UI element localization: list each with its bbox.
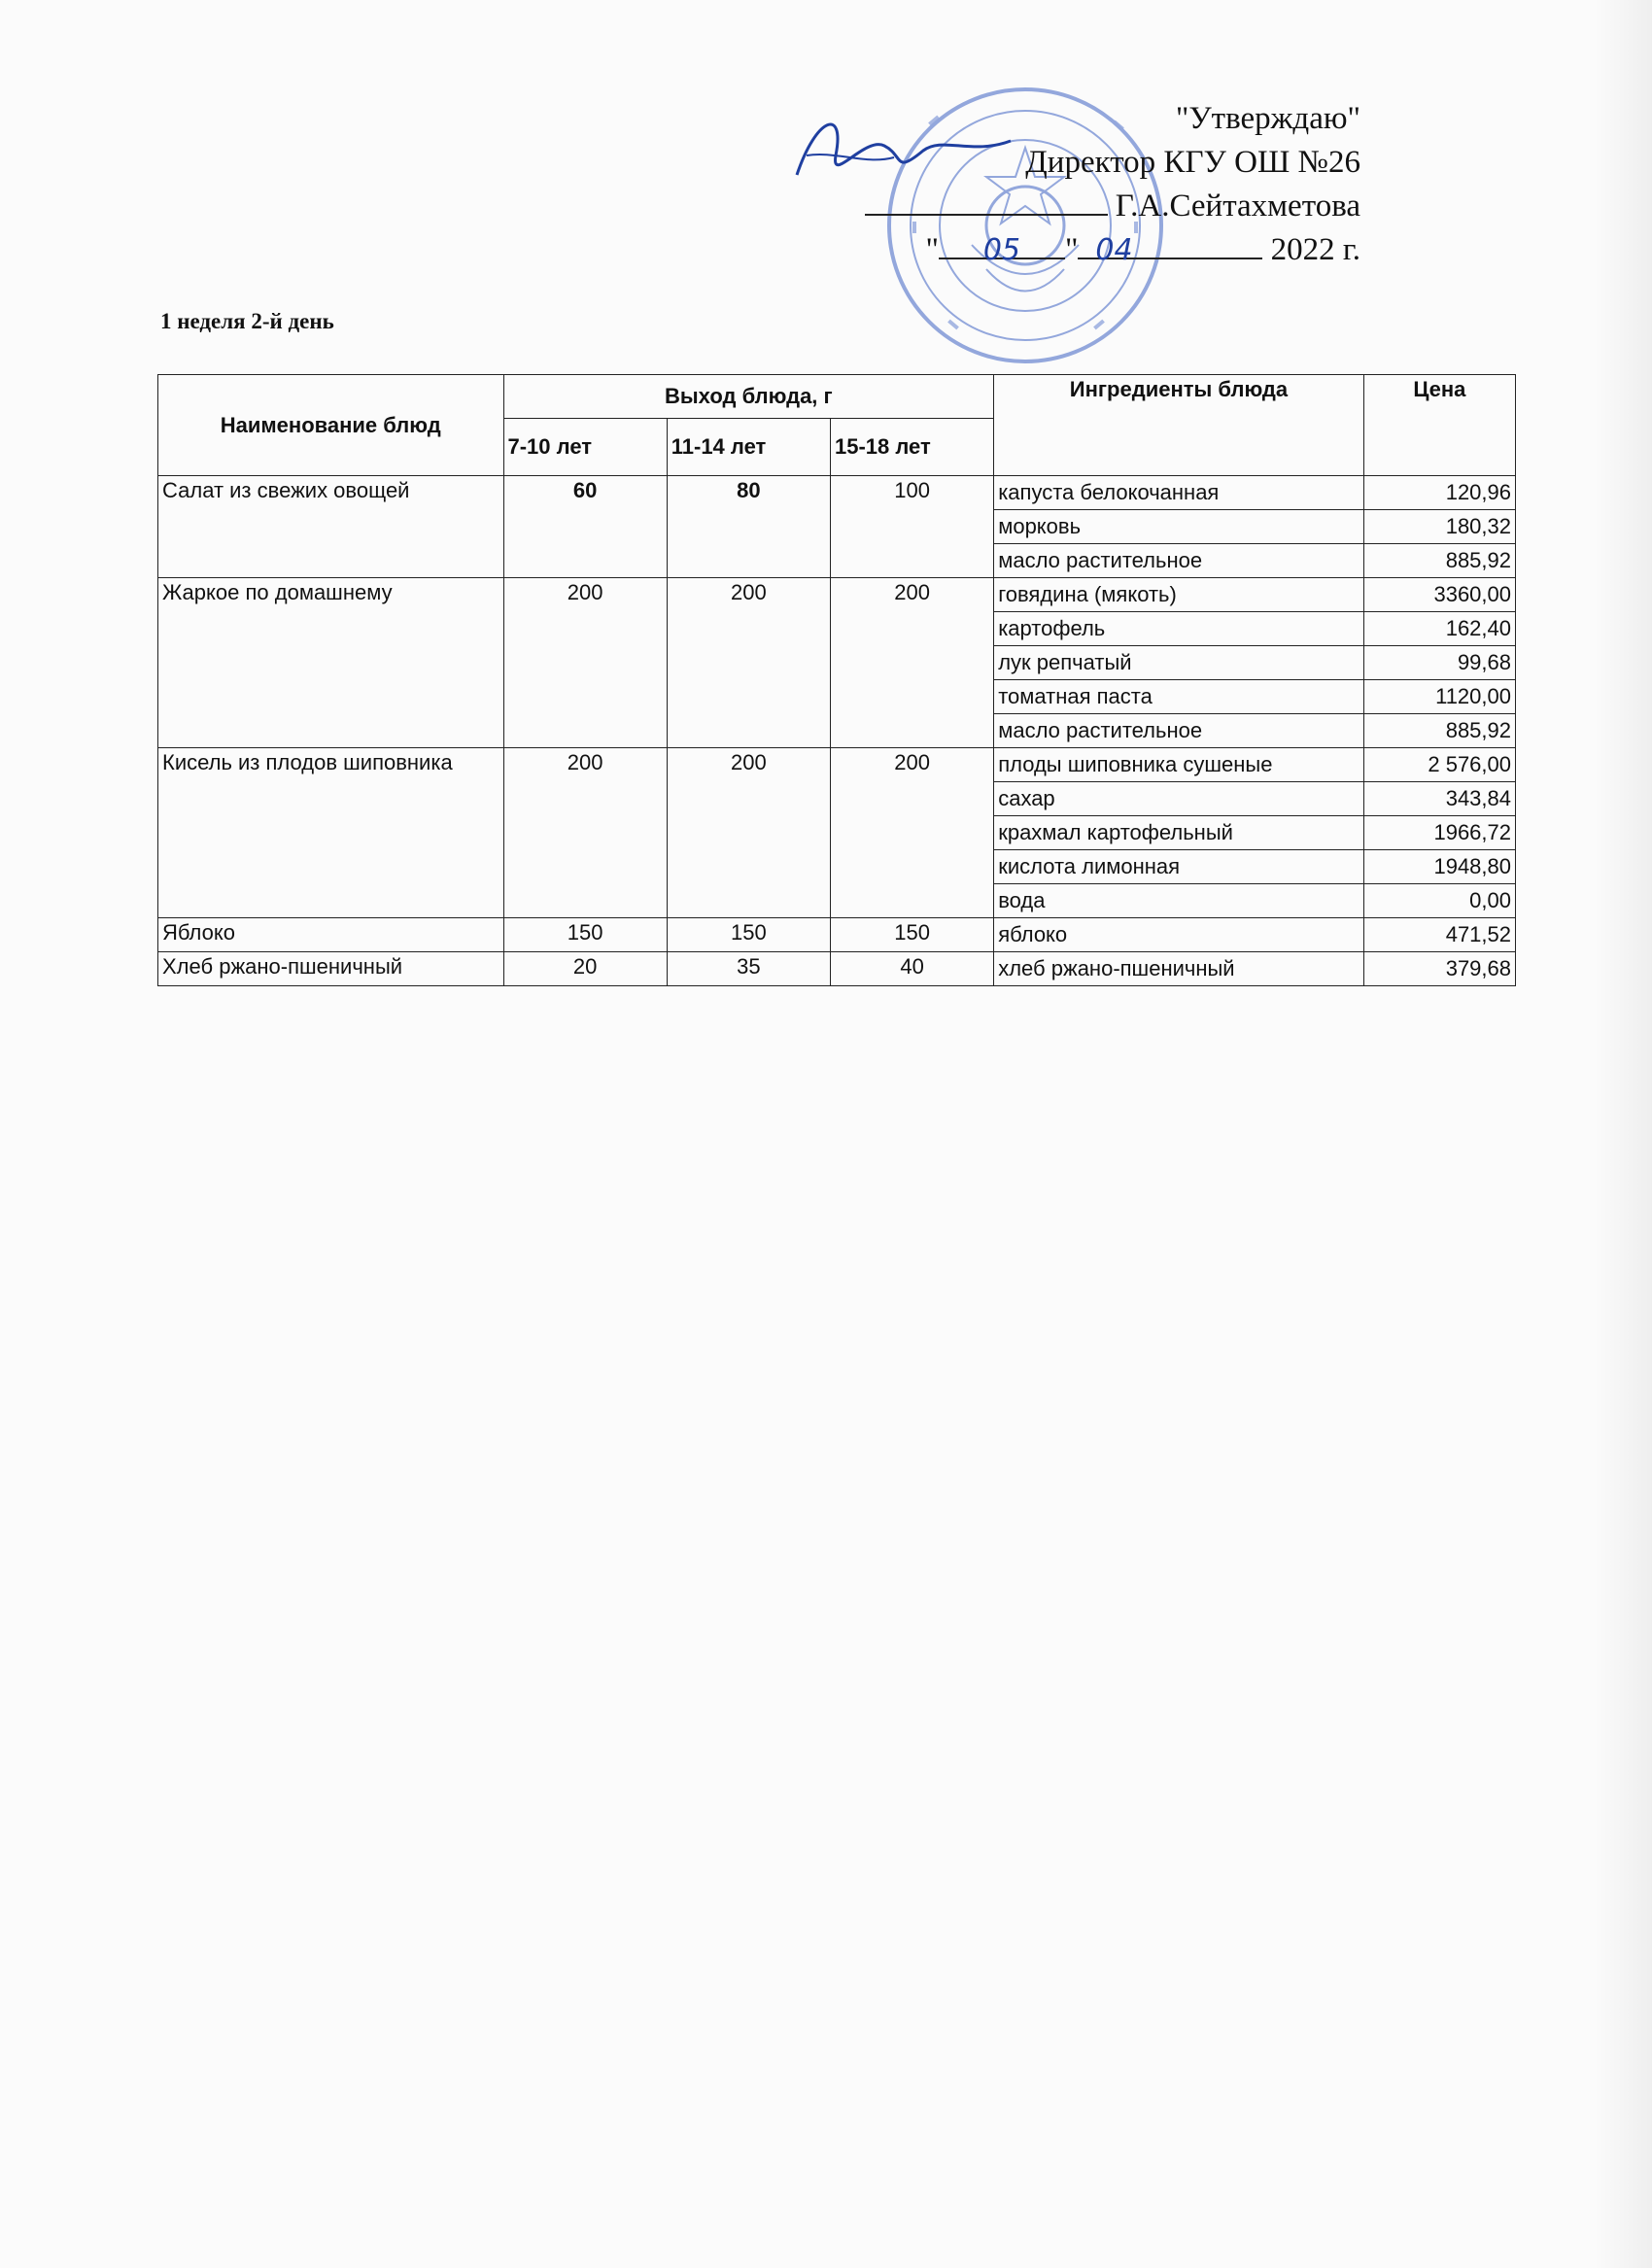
ingredient-name: сахар: [994, 782, 1364, 816]
ingredient-name: яблоко: [994, 918, 1364, 952]
yield-7-10: 200: [503, 748, 667, 918]
header-ingredients: Ингредиенты блюда: [994, 375, 1364, 476]
ingredient-name: говядина (мякоть): [994, 578, 1364, 612]
ingredient-price: 343,84: [1363, 782, 1515, 816]
dish-name: Кисель из плодов шиповника: [158, 748, 504, 918]
yield-15-18: 200: [830, 578, 993, 748]
ingredient-name: масло растительное: [994, 544, 1364, 578]
ingredient-name: масло растительное: [994, 714, 1364, 748]
ingredient-price: 1948,80: [1363, 850, 1515, 884]
header-yield: Выход блюда, г: [503, 375, 994, 419]
yield-11-14: 200: [667, 748, 830, 918]
approval-date: [865, 228, 1360, 272]
yield-15-18: 200: [830, 748, 993, 918]
header-dish-name: Наименование блюд: [158, 375, 504, 476]
approval-block: [865, 97, 1360, 272]
menu-table: [157, 374, 1516, 986]
dish-name: Хлеб ржано-пшеничный: [158, 952, 504, 986]
ingredient-price: 3360,00: [1363, 578, 1515, 612]
yield-7-10: 200: [503, 578, 667, 748]
ingredient-price: 162,40: [1363, 612, 1515, 646]
dish-name: Яблоко: [158, 918, 504, 952]
yield-11-14: 150: [667, 918, 830, 952]
ingredient-name: лук репчатый: [994, 646, 1364, 680]
table-row: [158, 918, 1516, 952]
ingredient-price: 885,92: [1363, 544, 1515, 578]
date-day: 05: [982, 233, 1021, 267]
ingredient-price: 379,68: [1363, 952, 1515, 986]
date-open-quote: ": [925, 232, 939, 267]
ingredient-price: 120,96: [1363, 476, 1515, 510]
yield-7-10: 60: [503, 476, 667, 578]
table-row: [158, 748, 1516, 782]
header-age-7-10: 7-10 лет: [503, 419, 667, 476]
yield-11-14: 80: [667, 476, 830, 578]
header-age-15-18: 15-18 лет: [830, 419, 993, 476]
header-price: Цена: [1363, 375, 1515, 476]
date-day-blank: [939, 228, 1065, 267]
ingredient-price: 2 576,00: [1363, 748, 1515, 782]
ingredient-price: 180,32: [1363, 510, 1515, 544]
table-row: [158, 952, 1516, 986]
approval-heading: "Утверждаю": [1175, 101, 1360, 136]
director-name: Г.А.Сейтахметова: [1115, 189, 1360, 223]
table-row: [158, 578, 1516, 612]
table-row: [158, 476, 1516, 510]
director-signature-line: [865, 185, 1360, 228]
yield-11-14: 200: [667, 578, 830, 748]
header-row: [158, 375, 1516, 419]
signature-blank: [865, 185, 1108, 216]
yield-15-18: 40: [830, 952, 993, 986]
ingredient-price: 0,00: [1363, 884, 1515, 918]
header-age-11-14: 11-14 лет: [667, 419, 830, 476]
ingredient-price: 99,68: [1363, 646, 1515, 680]
yield-7-10: 150: [503, 918, 667, 952]
director-title: Директор КГУ ОШ №26: [1025, 145, 1360, 180]
ingredient-name: хлеб ржано-пшеничный: [994, 952, 1364, 986]
ingredient-price: 885,92: [1363, 714, 1515, 748]
ingredient-name: плоды шиповника сушеные: [994, 748, 1364, 782]
ingredient-name: морковь: [994, 510, 1364, 544]
date-month: 04: [1095, 233, 1133, 267]
ingredient-price: 471,52: [1363, 918, 1515, 952]
ingredient-name: крахмал картофельный: [994, 816, 1364, 850]
yield-7-10: 20: [503, 952, 667, 986]
yield-15-18: 150: [830, 918, 993, 952]
menu-body: [158, 476, 1516, 986]
ingredient-name: томатная паста: [994, 680, 1364, 714]
date-mid-quote: ": [1064, 232, 1079, 267]
menu-day-title: 1 неделя 2-й день: [160, 309, 334, 333]
yield-11-14: 35: [667, 952, 830, 986]
dish-name: Жаркое по домашнему: [158, 578, 504, 748]
dish-name: Салат из свежих овощей: [158, 476, 504, 578]
yield-15-18: 100: [830, 476, 993, 578]
scan-shadow: [1594, 0, 1652, 2268]
date-year: 2022 г.: [1270, 232, 1360, 267]
ingredient-price: 1120,00: [1363, 680, 1515, 714]
ingredient-name: картофель: [994, 612, 1364, 646]
ingredient-name: капуста белокочанная: [994, 476, 1364, 510]
date-month-blank: [1078, 228, 1262, 267]
ingredient-name: кислота лимонная: [994, 850, 1364, 884]
ingredient-name: вода: [994, 884, 1364, 918]
ingredient-price: 1966,72: [1363, 816, 1515, 850]
